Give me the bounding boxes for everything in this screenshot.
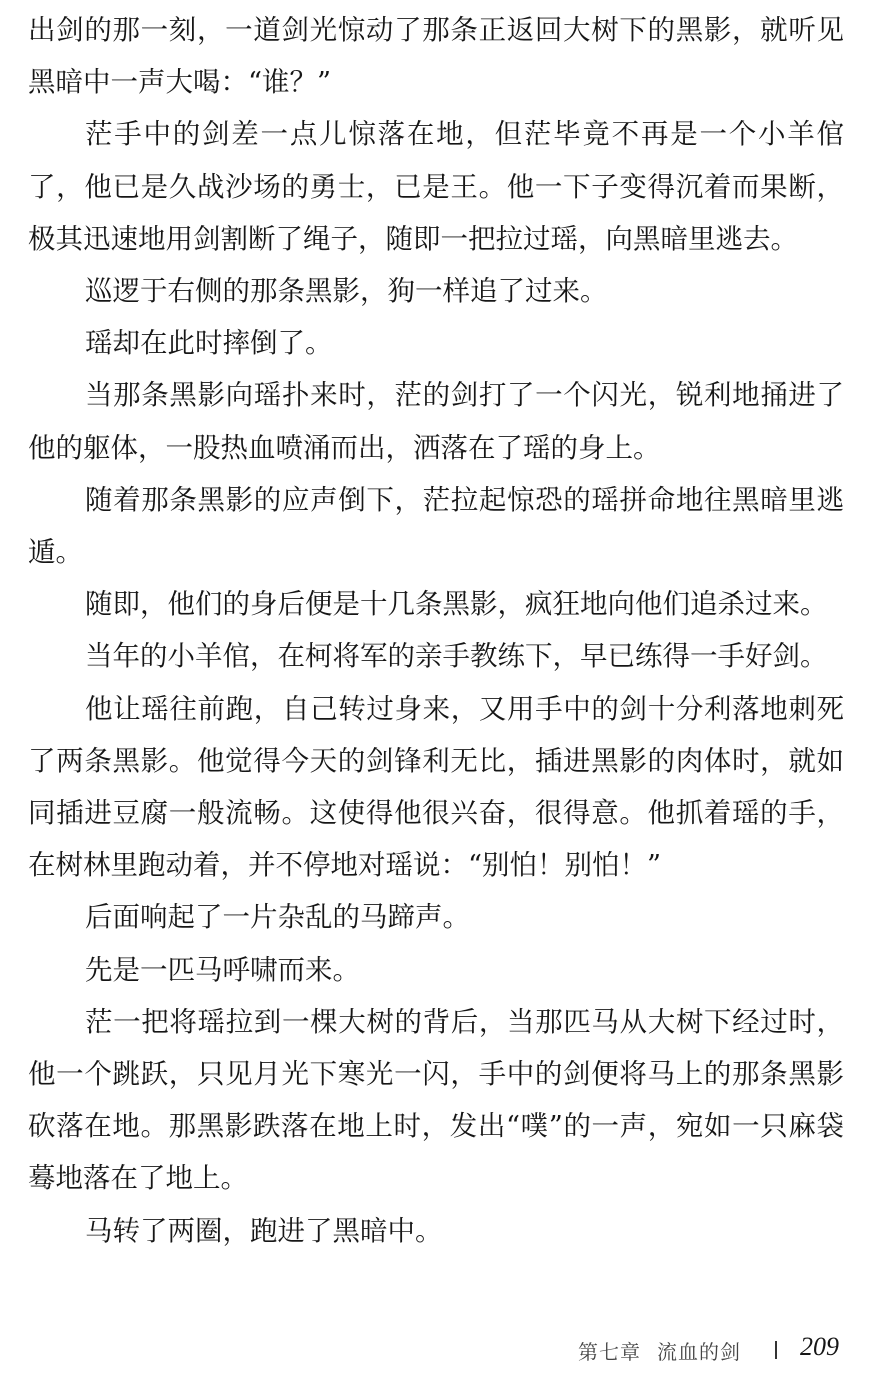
paragraph: 巡逻于右侧的那条黑影，狗一样追了过来。 (85, 275, 608, 308)
page-footer (0, 1330, 872, 1370)
paragraph: 马转了两圈，跑进了黑暗中。 (85, 1214, 443, 1247)
chapter-title: 流血的剑 (657, 1340, 741, 1364)
paragraph: 他让瑶往前跑，自己转过身来，又用手中的剑十分利落地刺死了两条黑影。他觉得今天的剑锋利无比，插进黑影的肉体时，就如同插进豆腐一般流畅。这使得他很兴奋，很得意。他抓着瑶的手，在树林里跑动着，并不停地对瑶说：“别怕！别怕！” (28, 692, 844, 882)
paragraph: 当年的小羊倌，在柯将军的亲手教练下，早已练得一手好剑。 (85, 640, 828, 673)
running-header (578, 1336, 741, 1365)
paragraph: 茫手中的剑差一点儿惊落在地，但茫毕竟不再是一个小羊倌了，他已是久战沙场的勇士，已是王。他一下子变得沉着而果断，极其迅速地用剑割断了绳子，随即一把拉过瑶，向黑暗里逃去。 (28, 118, 844, 255)
footer-divider (775, 1341, 777, 1359)
paragraph: 随着那条黑影的应声倒下，茫拉起惊恐的瑶拼命地往黑暗里逃遁。 (28, 483, 844, 569)
paragraph: 随即，他们的身后便是十几条黑影，疯狂地向他们追杀过来。 (85, 588, 828, 621)
paragraph: 后面响起了一片杂乱的马蹄声。 (85, 901, 470, 934)
page-number: 209 (800, 1332, 839, 1361)
paragraph: 当那条黑影向瑶扑来时，茫的剑打了一个闪光，锐利地捅进了他的躯体，一股热血喷涌而出，洒落在了瑶的身上。 (28, 379, 844, 464)
paragraph: 茫一把将瑶拉到一棵大树的背后，当那匹马从大树下经过时，他一个跳跃，只见月光下寒光一闪，手中的剑便将马上的那条黑影砍落在地。那黑影跌落在地上时，发出“噗”的一声，宛如一只麻袋蓦地落在了地上。 (28, 1005, 844, 1195)
paragraph: 先是一匹马呼啸而来。 (85, 953, 360, 986)
paragraph: 瑶却在此时摔倒了。 (85, 327, 333, 360)
chapter-label: 第七章 (578, 1340, 641, 1364)
page-body (28, 4, 844, 1257)
paragraph: 出剑的那一刻，一道剑光惊动了那条正返回大树下的黑影，就听见黑暗中一声大喝：“谁？” (28, 14, 844, 99)
